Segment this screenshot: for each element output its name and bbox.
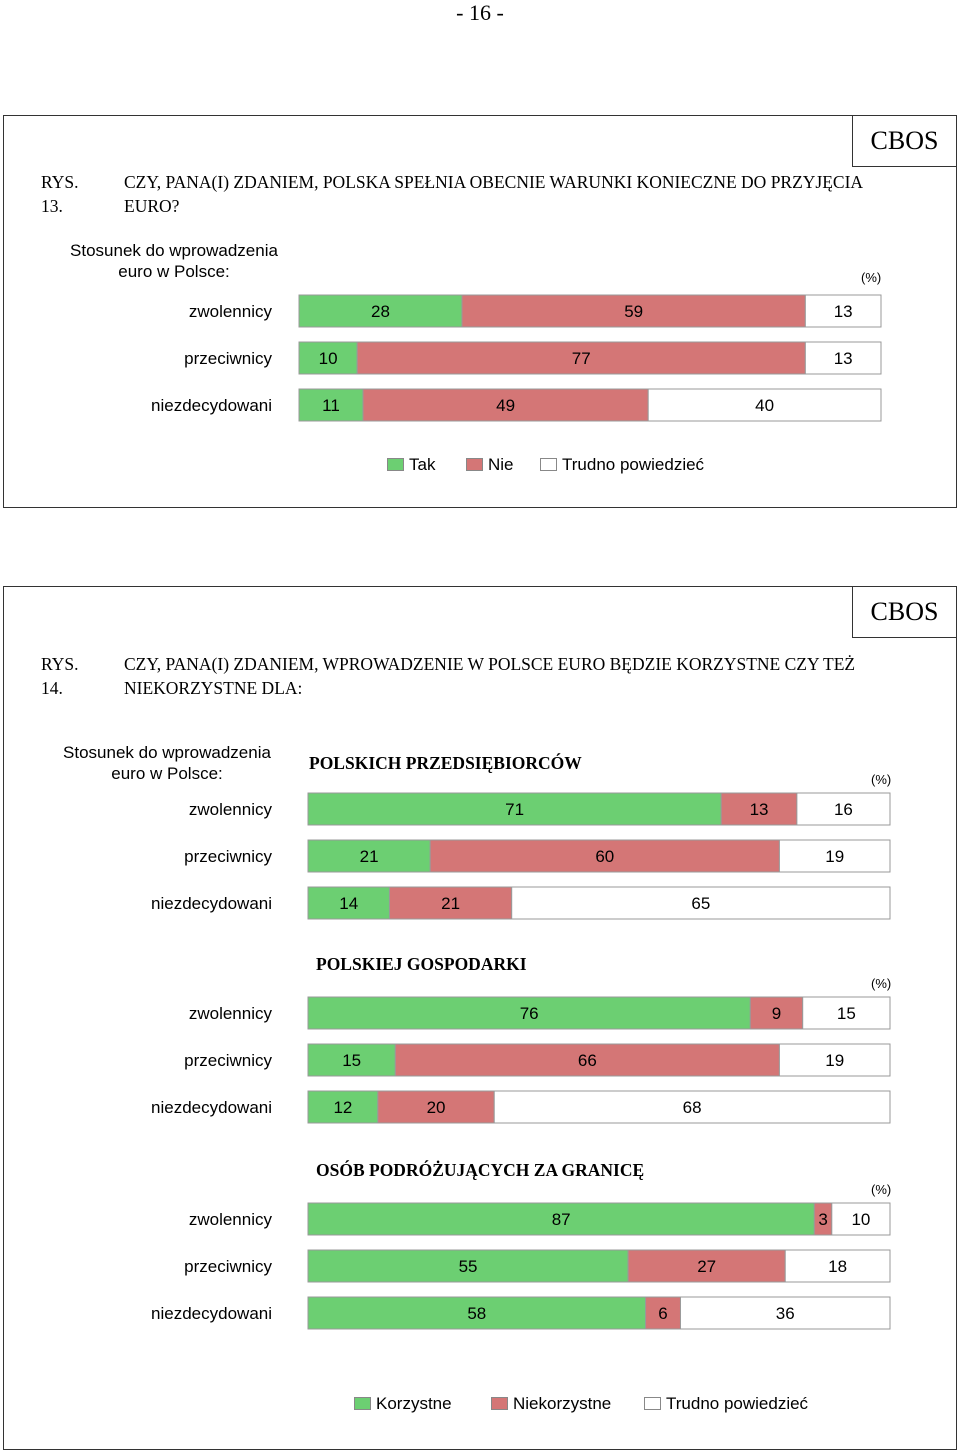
data-label: 71 xyxy=(505,800,525,819)
legend-item-beneficial xyxy=(354,1394,452,1414)
legend-item-unbeneficial xyxy=(491,1394,611,1414)
data-label: 21 xyxy=(441,894,461,913)
data-label: 77 xyxy=(571,349,591,368)
data-label: 9 xyxy=(771,1004,782,1023)
legend-label: Tak xyxy=(409,455,436,474)
data-label: 18 xyxy=(828,1257,848,1276)
legend-item-yes xyxy=(387,455,435,475)
legend-label: Niekorzystne xyxy=(513,1394,612,1413)
page-number: - 16 - xyxy=(456,0,504,25)
legend-swatch-dont-know xyxy=(644,1397,661,1410)
data-label: 68 xyxy=(682,1098,702,1117)
data-label: 13 xyxy=(833,349,853,368)
data-label: 13 xyxy=(833,302,853,321)
cbos-logo: CBOS xyxy=(852,586,957,638)
data-label: 27 xyxy=(697,1257,717,1276)
figure-number: RYS. 14. xyxy=(41,654,79,698)
category-label: zwolennicy xyxy=(188,1210,272,1229)
legend-swatch-dont-know xyxy=(540,458,557,471)
data-label: 16 xyxy=(833,800,853,819)
stacked-bar-charts xyxy=(4,587,958,1451)
category-label: zwolennicy xyxy=(188,1004,272,1023)
data-label: 36 xyxy=(775,1304,795,1323)
data-label: 87 xyxy=(551,1210,571,1229)
stacked-bar-chart xyxy=(4,116,958,509)
subchart-title-economy: POLSKIEJ GOSPODARKI xyxy=(316,954,527,974)
category-label: niezdecydowani xyxy=(151,894,272,913)
data-label: 10 xyxy=(851,1210,871,1229)
data-label: 55 xyxy=(458,1257,478,1276)
subchart-title-entrepreneurs: POLSKICH PRZEDSIĘBIORCÓW xyxy=(309,753,582,773)
legend-label: Korzystne xyxy=(376,1394,452,1413)
data-label: 60 xyxy=(595,847,615,866)
data-label: 15 xyxy=(836,1004,856,1023)
category-label: zwolennicy xyxy=(188,302,272,321)
figure-question: CZY, PANA(I) ZDANIEM, POLSKA SPEŁNIA OBECNIE WARUNKI KONIECZNE DO PRZYJĘCIA EURO? xyxy=(124,172,863,216)
data-label: 28 xyxy=(371,302,390,321)
category-label: niezdecydowani xyxy=(151,1098,272,1117)
data-label: 12 xyxy=(333,1098,353,1117)
category-label: niezdecydowani xyxy=(151,1304,272,1323)
figure-13-panel xyxy=(3,115,957,508)
legend-swatch-beneficial xyxy=(354,1397,371,1410)
legend-label: Trudno powiedzieć xyxy=(562,455,705,474)
figure-number: RYS. 13. xyxy=(41,172,79,216)
data-label: 13 xyxy=(749,800,769,819)
percent-unit: (%) xyxy=(871,1182,892,1197)
data-label: 66 xyxy=(577,1051,597,1070)
data-label: 6 xyxy=(658,1304,668,1323)
subchart-title-travellers: OSÓB PODRÓŻUJĄCYCH ZA GRANICĘ xyxy=(316,1160,645,1180)
figure-14-panel xyxy=(3,586,957,1450)
percent-unit: (%) xyxy=(871,772,892,787)
data-label: 21 xyxy=(359,847,379,866)
attitude-label: Stosunek do wprowadzenia euro w Polsce: xyxy=(70,241,278,281)
data-label: 14 xyxy=(339,894,359,913)
percent-unit: (%) xyxy=(871,976,892,991)
figure-question: CZY, PANA(I) ZDANIEM, WPROWADZENIE W POLSCE EURO BĘDZIE KORZYSTNE CZY TEŻ NIEKORZYSTNE DLA: xyxy=(124,654,856,698)
legend-label: Nie xyxy=(488,455,514,474)
category-label: niezdecydowani xyxy=(151,396,272,415)
data-label: 65 xyxy=(691,894,711,913)
legend-swatch-yes xyxy=(387,458,404,471)
data-label: 15 xyxy=(342,1051,362,1070)
data-label: 20 xyxy=(426,1098,446,1117)
data-label: 10 xyxy=(318,349,338,368)
cbos-logo: CBOS xyxy=(852,115,957,167)
data-label: 58 xyxy=(467,1304,487,1323)
data-label: 19 xyxy=(825,1051,845,1070)
data-label: 59 xyxy=(624,302,644,321)
data-label: 49 xyxy=(496,396,516,415)
data-label: 3 xyxy=(818,1210,828,1229)
data-label: 19 xyxy=(825,847,845,866)
percent-unit: (%) xyxy=(861,270,882,285)
attitude-label: Stosunek do wprowadzenia euro w Polsce: xyxy=(63,743,271,783)
legend-item-dont-know xyxy=(540,455,704,475)
category-label: przeciwnicy xyxy=(184,1257,272,1276)
data-label: 40 xyxy=(755,396,775,415)
legend-label: Trudno powiedzieć xyxy=(666,1394,809,1413)
legend-swatch-no xyxy=(466,458,483,471)
data-label: 11 xyxy=(322,396,340,415)
category-label: przeciwnicy xyxy=(184,847,272,866)
legend-item-dont-know xyxy=(644,1394,808,1414)
data-label: 76 xyxy=(519,1004,539,1023)
legend-swatch-unbeneficial xyxy=(491,1397,508,1410)
legend-item-no xyxy=(466,455,514,475)
category-label: przeciwnicy xyxy=(184,349,272,368)
category-label: przeciwnicy xyxy=(184,1051,272,1070)
category-label: zwolennicy xyxy=(188,800,272,819)
